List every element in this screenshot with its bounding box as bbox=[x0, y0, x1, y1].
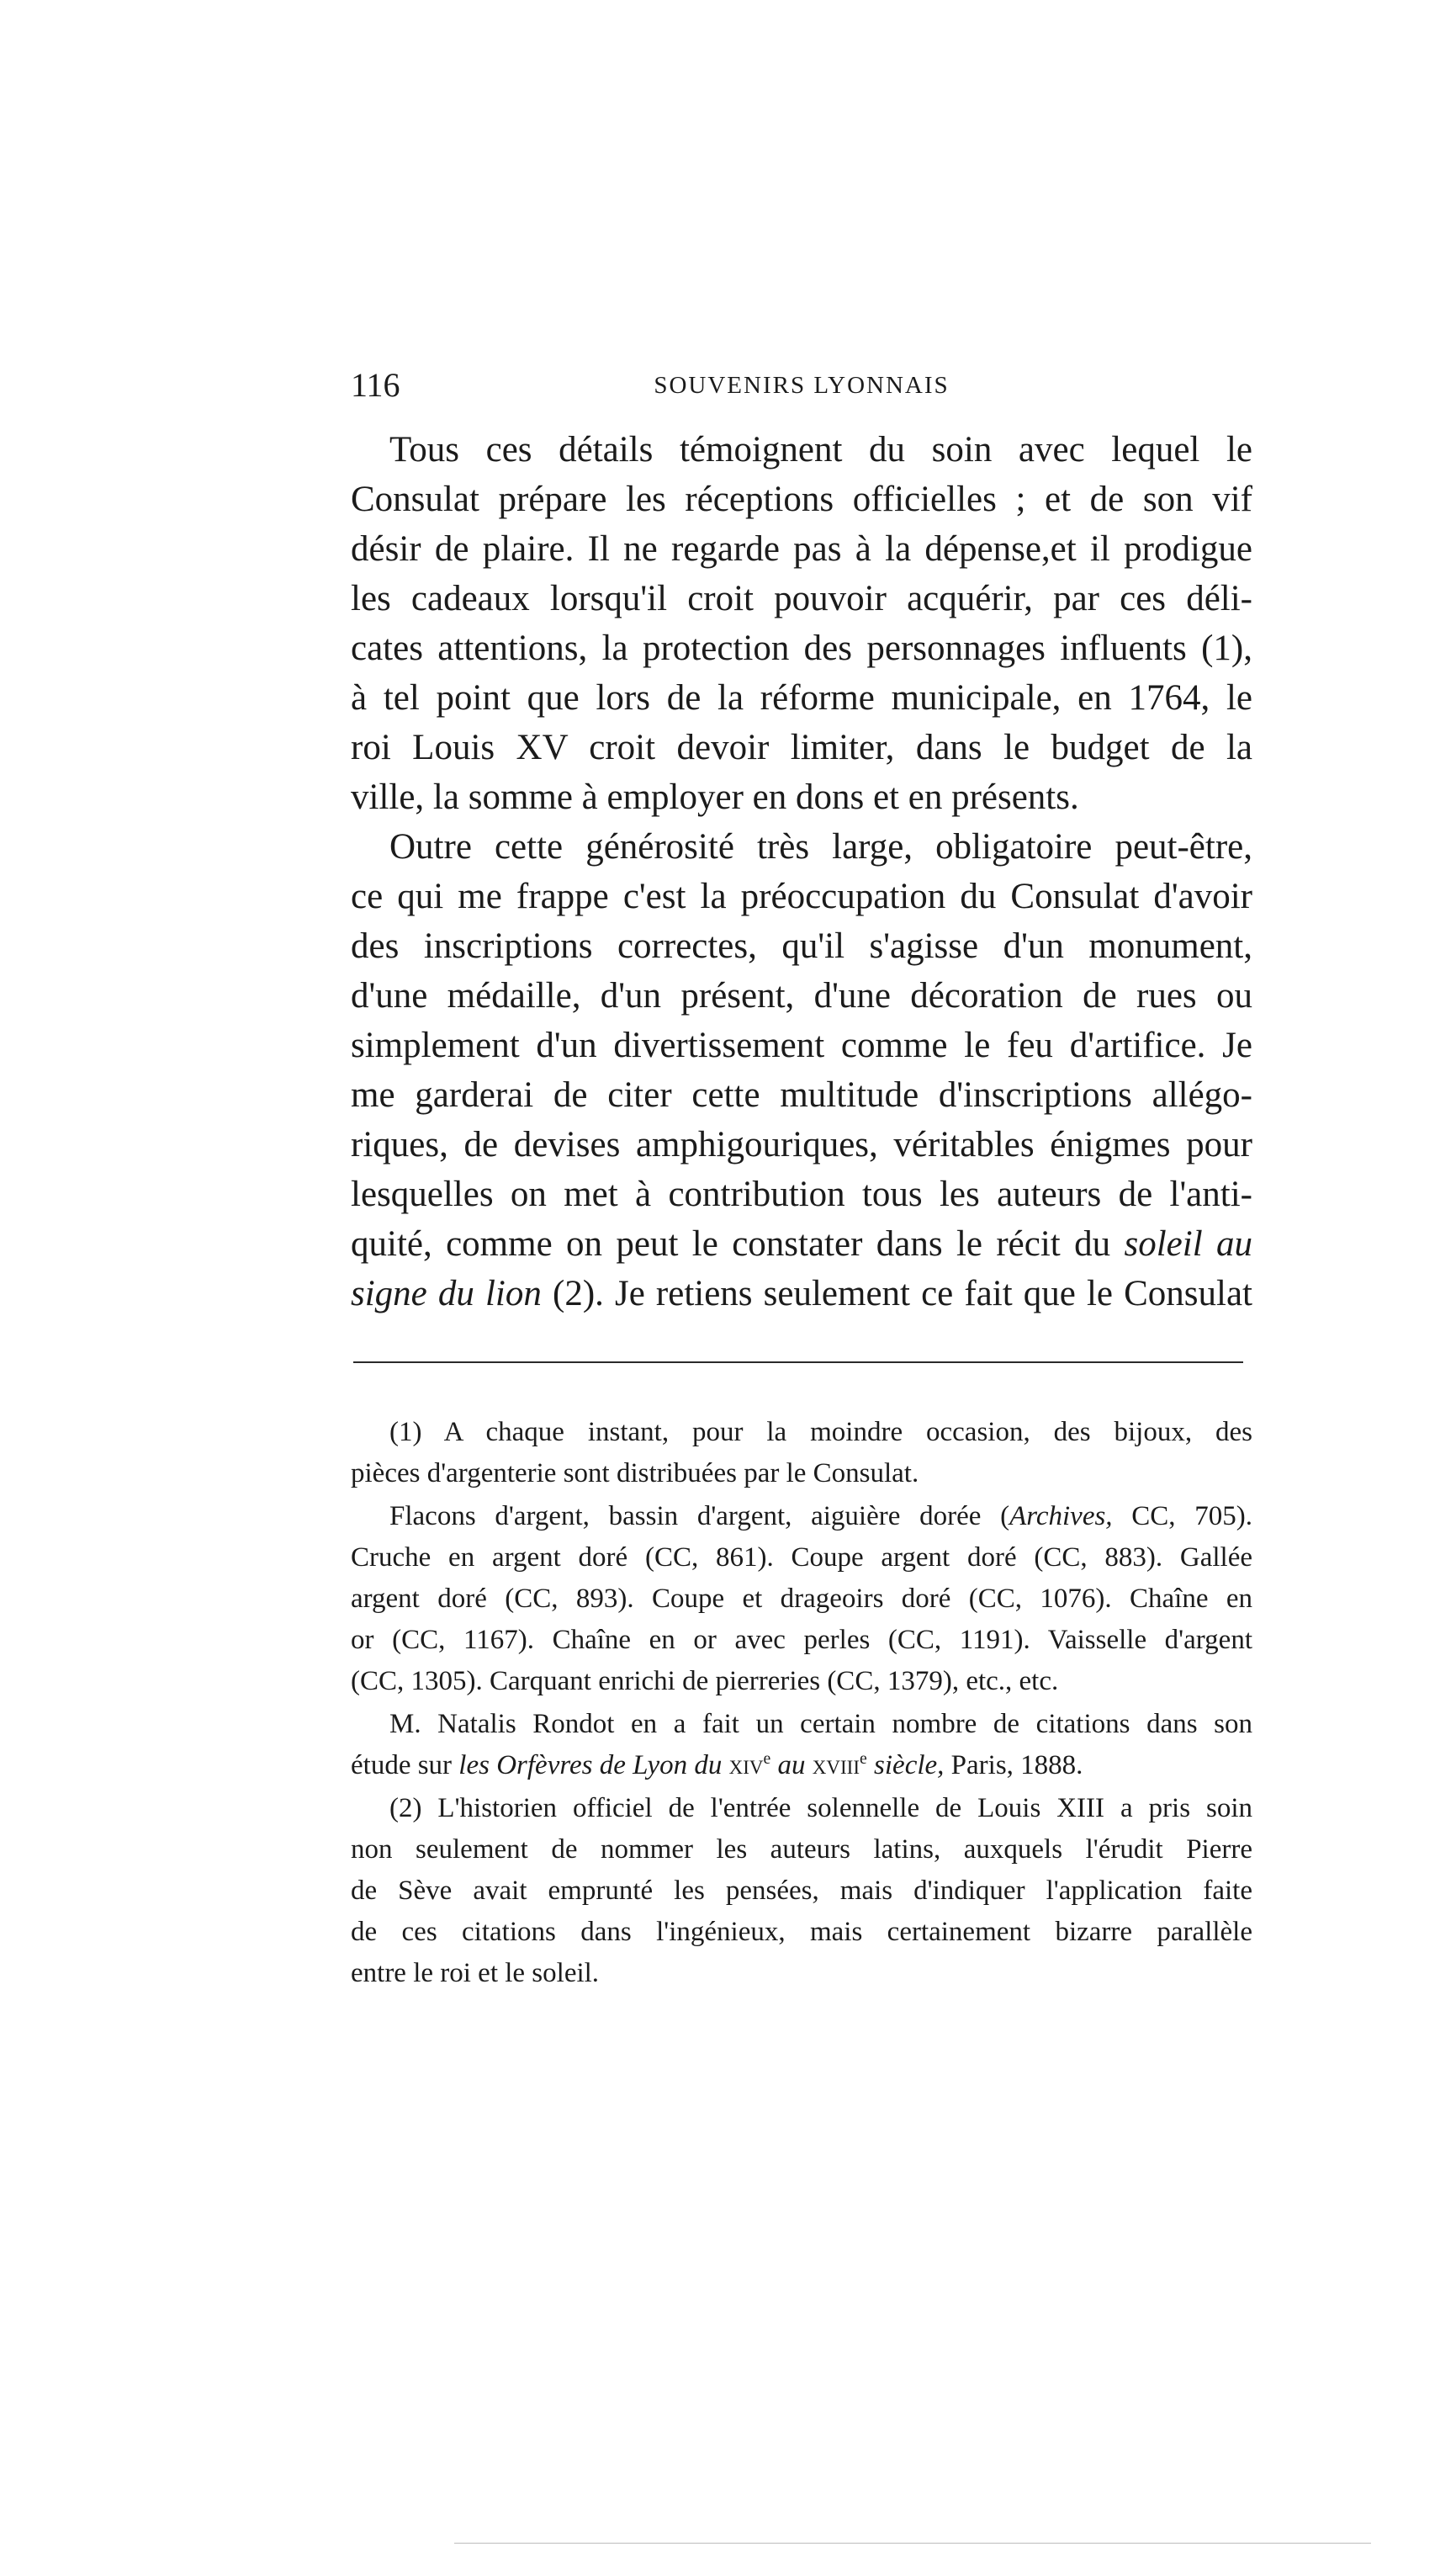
text-segment: quité, comme on peut le constater dans le récit du bbox=[351, 1224, 1111, 1264]
text-line: à tel point que lors de la réforme municipale, en 1764, le bbox=[351, 678, 1252, 718]
footnote-line: argent doré (CC, 893). Coupe et drageoirs doré (CC, 1076). Chaîne en bbox=[351, 1584, 1252, 1614]
running-title: SOUVENIRS LYONNAIS bbox=[654, 372, 950, 399]
footnote-line: (2) L'historien officiel de l'entrée solennelle de Louis XIII a pris soin bbox=[389, 1793, 1252, 1823]
italic-word: au bbox=[770, 1750, 806, 1780]
footnote-line: entre le roi et le soleil. bbox=[351, 1958, 600, 1988]
text-line: ce qui me frappe c'est la préoccupation du Consulat d'avoir bbox=[351, 877, 1252, 916]
bottom-edge-line bbox=[454, 2543, 1371, 2544]
text-line: riques, de devises amphigouriques, véritables énigmes pour bbox=[351, 1125, 1252, 1165]
text-segment: CC, 705). bbox=[1112, 1501, 1252, 1531]
text-line: ville, la somme à employer en dons et en présents. bbox=[351, 777, 1079, 817]
footnote-line: pièces d'argenterie sont distribuées par le Consulat. bbox=[351, 1458, 919, 1488]
footnote-line: or (CC, 1167). Chaîne en or avec perles (CC, 1191). Vaisselle d'argent bbox=[351, 1625, 1252, 1655]
footnote-line: (1) A chaque instant, pour la moindre occasion, des bijoux, des bbox=[389, 1417, 1252, 1447]
footnote-line: de Sève avait emprunté les pensées, mais d'indiquer l'application faite bbox=[351, 1876, 1252, 1906]
footnote-line: Cruche en argent doré (CC, 861). Coupe argent doré (CC, 883). Gallée bbox=[351, 1542, 1252, 1573]
text-line: désir de plaire. Il ne regarde pas à la dépense,et il prodigue bbox=[351, 529, 1252, 569]
superscript: e bbox=[763, 1749, 771, 1768]
italic-word: siècle, bbox=[866, 1750, 945, 1780]
century-numeral: xviii bbox=[805, 1750, 860, 1780]
text-segment: Flacons d'argent, bassin d'argent, aiguière dorée ( bbox=[389, 1501, 1010, 1531]
footnote-separator bbox=[353, 1361, 1243, 1363]
text-line: roi Louis XV croit devoir limiter, dans le budget de la bbox=[351, 728, 1252, 767]
text-line: cates attentions, la protection des personnages influents (1), bbox=[351, 629, 1252, 668]
paragraph-1 bbox=[351, 425, 1252, 822]
footnote-line: de ces citations dans l'ingénieux, mais certainement bizarre parallèle bbox=[351, 1917, 1252, 1947]
footnote-line: non seulement de nommer les auteurs latins, auxquels l'érudit Pierre bbox=[351, 1834, 1252, 1865]
footnote-line: (CC, 1305). Carquant enrichi de pierreries (CC, 1379), etc., etc. bbox=[351, 1666, 1059, 1696]
text-line: les cadeaux lorsqu'il croit pouvoir acquérir, par ces déli- bbox=[351, 579, 1252, 618]
page-number: 116 bbox=[351, 366, 400, 404]
text-line: Tous ces détails témoignent du soin avec lequel le bbox=[389, 430, 1252, 470]
footnote-line: M. Natalis Rondot en a fait un certain nombre de citations dans son bbox=[389, 1709, 1252, 1739]
text-segment: étude sur bbox=[351, 1750, 459, 1780]
footnote-2 bbox=[351, 1788, 1252, 1994]
paragraph-2 bbox=[351, 822, 1252, 1318]
text-line: simplement d'un divertissement comme le feu d'artifice. Je bbox=[351, 1026, 1252, 1065]
text-line bbox=[351, 1269, 1252, 1318]
footnote-1 bbox=[351, 1412, 1252, 1494]
text-segment: (2). Je retiens seulement ce fait que le Consulat bbox=[541, 1274, 1252, 1313]
text-line: Consulat prépare les réceptions officielles ; et de son vif bbox=[351, 480, 1252, 519]
italic-title: soleil au bbox=[1124, 1224, 1253, 1264]
footnote-1-list bbox=[351, 1496, 1252, 1702]
italic-title: signe du lion bbox=[351, 1274, 542, 1313]
italic-title: les Orfèvres de Lyon du bbox=[458, 1750, 723, 1780]
text-segment: Paris, 1888. bbox=[944, 1750, 1083, 1780]
italic-ref: Archives, bbox=[1009, 1501, 1113, 1531]
superscript: e bbox=[860, 1749, 867, 1768]
footnotes bbox=[351, 1412, 1252, 1994]
text-line bbox=[351, 1219, 1252, 1269]
text-line: des inscriptions correctes, qu'il s'agisse d'un monument, bbox=[351, 926, 1252, 966]
footnote-line bbox=[351, 1745, 1252, 1786]
footnote-1-note bbox=[351, 1704, 1252, 1786]
footnote-line bbox=[351, 1496, 1252, 1537]
text-line: Outre cette générosité très large, obligatoire peut-être, bbox=[389, 827, 1252, 867]
century-numeral: xiv bbox=[722, 1750, 764, 1780]
page-header bbox=[351, 360, 1252, 411]
text-line: me garderai de citer cette multitude d'inscriptions allégo- bbox=[351, 1075, 1252, 1115]
main-text bbox=[351, 425, 1252, 1318]
text-line: lesquelles on met à contribution tous les auteurs de l'anti- bbox=[351, 1175, 1252, 1214]
text-line: d'une médaille, d'un présent, d'une décoration de rues ou bbox=[351, 976, 1252, 1016]
